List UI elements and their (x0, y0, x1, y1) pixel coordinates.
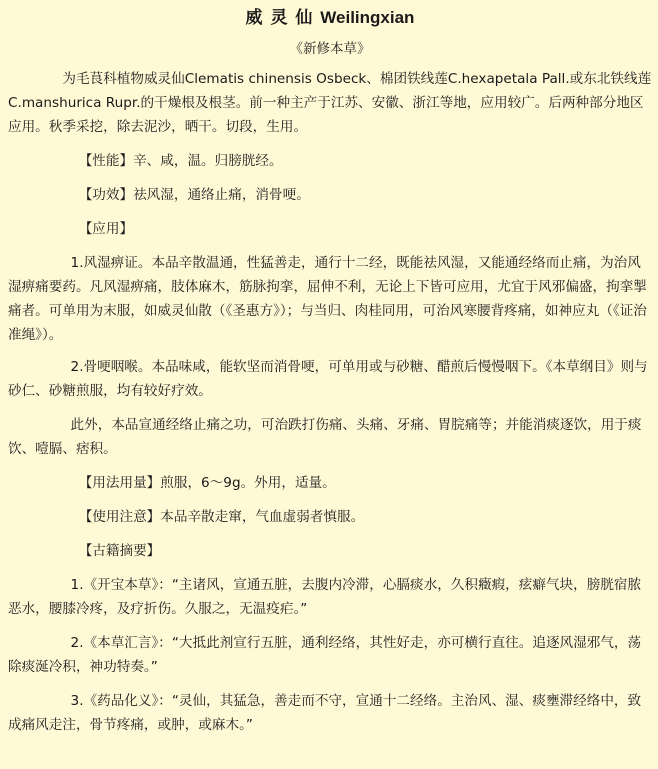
application-item-2: 2.骨哽咽喉。本品味咸，能软坚而消骨哽，可单用或与砂糖、醋煎后慢慢咽下。《本草纲目》则与砂仁、砂糖煎服，均有较好疗效。 (8, 359, 648, 399)
source-reference: 《新修本草》 (289, 41, 371, 57)
classics-item-3: 3.《药品化义》：“灵仙，其猛急，善走而不守，宣通十二经络。主治风、湿、痰壅滞经络中，致成痛风走注，骨节疼痛，或肿，或麻木。” (8, 693, 642, 733)
classics-heading: 【古籍摘要】 (78, 543, 161, 559)
page-title (8, 6, 652, 30)
title-chinese: 威 灵 仙 (245, 8, 314, 28)
caution-paragraph: 【使用注意】本品辛散走窜，气血虚弱者慎服。 (78, 509, 365, 525)
application-extra: 此外，本品宣通经络止痛之功，可治跌打伤痛、头痛、牙痛、胃脘痛等；并能消痰逐饮，用于痰饮、噎膈、痞积。 (8, 417, 642, 457)
classics-item-2: 2.《本草汇言》：“大抵此剂宣行五脏，通利经络，其性好走，亦可横行直往。追逐风湿邪气，荡除痰涎冷积，神功特奏。” (8, 635, 642, 675)
title-pinyin: Weilingxian (320, 8, 415, 27)
intro-paragraph: 为毛茛科植物威灵仙Clematis chinensis Osbeck、棉团铁线莲C.hexapetala Pall.或东北铁线莲C.manshurica Rupr.的干燥根及根茎。前一种主产于江苏、安徽、浙江等地，应用较广。后两种部分地区应用。秋季采挖，除去泥沙，晒干。切段，生用。 (8, 71, 652, 135)
property-paragraph: 【性能】辛、咸，温。归膀胱经。 (78, 153, 283, 169)
application-item-1: 1.风湿痹证。本品辛散温通，性猛善走，通行十二经，既能祛风湿，又能通经络而止痛，为治风湿痹痛要药。凡风湿痹痛，肢体麻木，筋脉拘挛，屈伸不利，无论上下皆可应用，尤宜于风邪偏盛，拘挛掣痛者。可单用为末服，如威灵仙散（《圣惠方》）；与当归、肉桂同用，可治风寒腰背疼痛，如神应丸（《证治准绳》）。 (8, 255, 647, 343)
efficacy-paragraph: 【功效】祛风湿，通络止痛，消骨哽。 (78, 187, 310, 203)
application-heading: 【应用】 (78, 221, 134, 237)
classics-item-1: 1.《开宝本草》：“主诸风，宣通五脏，去腹内冷滞，心膈痰水，久积癥瘕，痃癖气块，膀胱宿脓恶水，腰膝冷疼，及疗折伤。久服之，无温疫疟。” (8, 577, 642, 617)
dosage-paragraph: 【用法用量】煎服，6～9g。外用，适量。 (78, 475, 336, 491)
